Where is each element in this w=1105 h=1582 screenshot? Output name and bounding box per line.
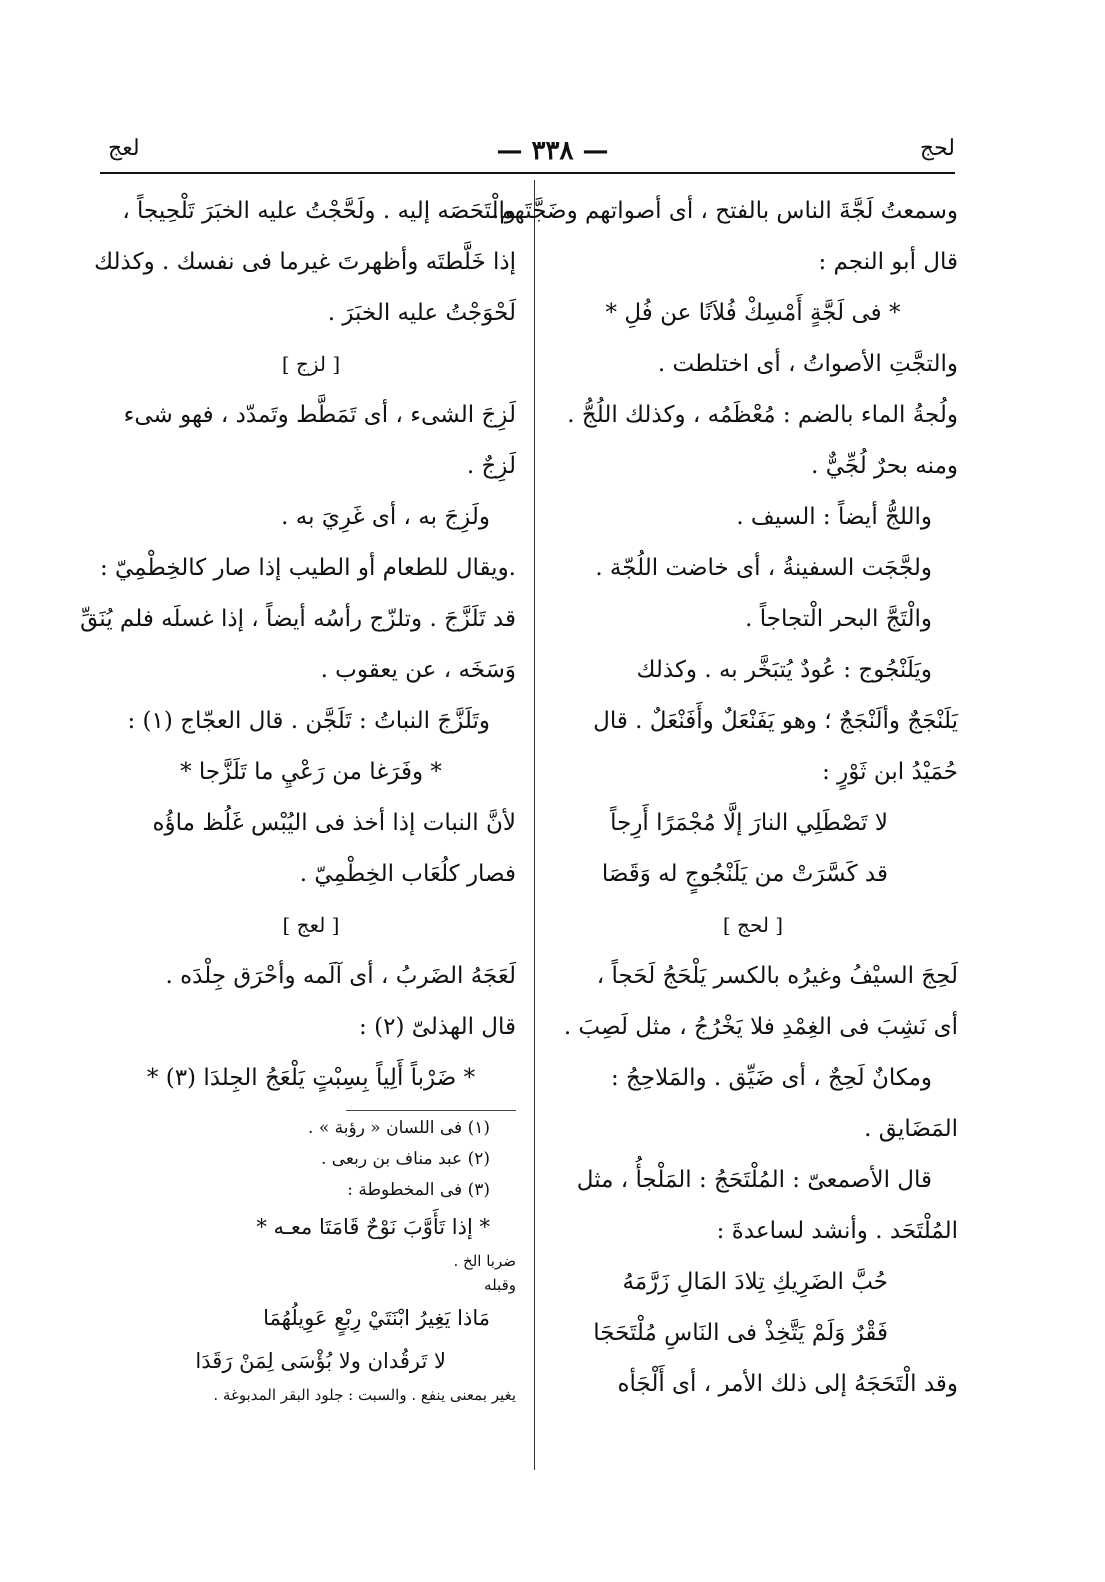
footnote-gloss: يغير بمعنى ينفع . والسبت : جلود البقر المدبوغة . [213, 1386, 516, 1404]
text-line: لأنَّ النبات إذا أخذ فى اليُبْس غَلُظ ماؤُه [152, 810, 516, 836]
text-line: وَسَخَه ، عن يعقوب . [320, 657, 516, 683]
footnote-verse: لا تَرقُدان ولا بُؤْسَى لِمَنْ رَقَدَا [195, 1349, 446, 1373]
entry-heading-lahij: [ لحج ] [722, 913, 784, 937]
running-head-left: لعج [108, 136, 140, 161]
text-line: إذا خَلَّطتَه وأظهرتَ غيرما فى نفسك . وكذلك [94, 249, 516, 275]
text-line: والْتَجَّ البحر الْتجاجاً . [745, 606, 932, 632]
left-column [80, 186, 516, 1407]
text-line: وتَلَزَّجَ النباتُ : تَلَجَّن . قال العجّاج (١) : [127, 708, 490, 734]
text-line: لَزِجٌ . [466, 453, 516, 479]
text-line: قال الأصمعىّ : المُلْتَحَجُ : المَلْجأُ ، مثل [576, 1167, 932, 1193]
text-line: أى نَشِبَ فى الغِمْدِ فلا يَخْرُجُ ، مثل لَصِبَ . [563, 1014, 958, 1040]
text-line: لَعَجَهُ الضَربُ ، أى آلَمه وأحْرَق جِلْدَه . [165, 963, 516, 989]
text-line: والتجَّتِ الأصواتُ ، أى اختلطت . [657, 351, 958, 377]
column-divider [534, 180, 535, 1470]
footnote: (٢) عبد مناف بن ربعى . [320, 1149, 490, 1169]
verse-line: قد كَسَّرَتْ من يَلَنْجُوجٍ له وَقَصَا [601, 861, 888, 887]
text-line: ويَلَنْجُوج : عُودٌ يُتبَخَّر به . وكذلك [636, 657, 932, 683]
text-line: قد تَلَزَّجَ . وتلزّج رأسُه أيضاً ، إذا غسلَه فلم يُنَقِّ [80, 606, 516, 632]
text-line: واللجُّ أيضاً : السيف . [736, 504, 932, 530]
text-line: .ويقال للطعام أو الطيب إذا صار كالخِطْمِيّ : [99, 555, 516, 581]
footnote-text: ضربا الخ . [453, 1252, 516, 1270]
verse-line: فَقْرٌ وَلَمْ يَتَّخِذْ فى النَاسِ مُلْتَحَجَا [593, 1320, 888, 1346]
running-head-right: لحج [919, 136, 955, 161]
footnote: (٣) فى المخطوطة : [347, 1180, 490, 1200]
text-line: لَحْوَجْتُ عليه الخبَرَ . [327, 300, 516, 326]
entry-heading-lazij: [ لزج ] [281, 352, 341, 376]
text-line: حُمَيْدُ ابن ثَوْرٍ : [822, 759, 958, 785]
text-line: ومكانٌ لَحِجٌ ، أى ضَيِّق . والمَلاحِجُ : [610, 1065, 932, 1091]
footnote-verse: مَاذا يَغِيرُ ابْنَتَيْ رِبْعٍ عَوِيلُهُمَا [263, 1306, 490, 1330]
text-line: وسمعتُ لَجَّةَ الناس بالفتح ، أى أصواتهم وضَجَّتَهم. [492, 198, 958, 224]
text-line: فصار كلُعَاب الخِطْمِيّ . [299, 861, 516, 887]
verse-line: * وفَرَغا من رَعْيِ ما تَلَزَّجا * [180, 759, 442, 785]
text-line: قال الهذلىّ (٢) : [359, 1014, 516, 1040]
text-line: ولُجةُ الماء بالضم : مُعْظَمُه ، وكذلك اللُجُّ . [567, 402, 958, 428]
verse-line: لا تَصْطَلِي النارَ إلَّا مُجْمَرًا أَرِجاً [610, 810, 888, 836]
text-line: ومنه بحرٌ لُجِّيٌّ . [811, 453, 958, 479]
text-line: ولَزِجَ به ، أى غَرِيَ به . [281, 504, 490, 530]
text-line: المَضَايق . [864, 1116, 958, 1142]
footnote-text: وقبله [484, 1276, 516, 1294]
verse-line: حُبَّ الضَرِيكِ تِلادَ المَالِ زَرَّمَهُ [622, 1269, 888, 1295]
footnote: (١) فى اللسان « رؤبة » . [308, 1118, 490, 1138]
entry-heading-laij: [ لعج ] [282, 913, 340, 937]
text-line: وقد الْتَحَجَهُ إلى ذلك الأمر ، أى أَلْجَأه [617, 1371, 958, 1397]
page-number: — ٣٣٨ — [496, 136, 609, 166]
footnotes [106, 1113, 516, 1407]
text-line: لَزِجَ الشىء ، أى تَمَطَّط وتَمدّد ، فهو شىء [123, 402, 516, 428]
verse-line: * ضَرْباً أَلِياً بِسِبْتٍ يَلْعَجُ الجِلدَا (٣) * [146, 1065, 476, 1091]
text-line: يَلَنْجَجٌ وألَنْجَجٌ ؛ وهو يَفَنْعَلٌ وأَفَنْعَلٌ . قال [593, 708, 958, 734]
footnote-rule [346, 1110, 516, 1111]
text-line: ولجَّجَت السفينةُ ، أى خاضت اللُجّة . [595, 555, 932, 581]
text-line: قال أبو النجم : [818, 249, 958, 275]
text-line: والْتَحَصَه إليه . ولَحَّجْتُ عليه الخبَرَ تَلْحِيجاً ، [122, 198, 516, 224]
header-rule [100, 172, 955, 174]
verse-line: * فى لَجَّةٍ أَمْسِكْ فُلاَنًا عن فُلِ * [605, 300, 901, 326]
text-line: المُلْتَحَد . وأنشد لساعدةَ : [716, 1218, 958, 1244]
text-line: لَحِجَ السيْفُ وغيرُه بالكسر يَلْحَجُ لَحَجاً ، [596, 963, 958, 989]
footnote-verse: * إذا تَأَوَّبَ نَوْحٌ قَامَتَا معـه * [256, 1215, 490, 1239]
